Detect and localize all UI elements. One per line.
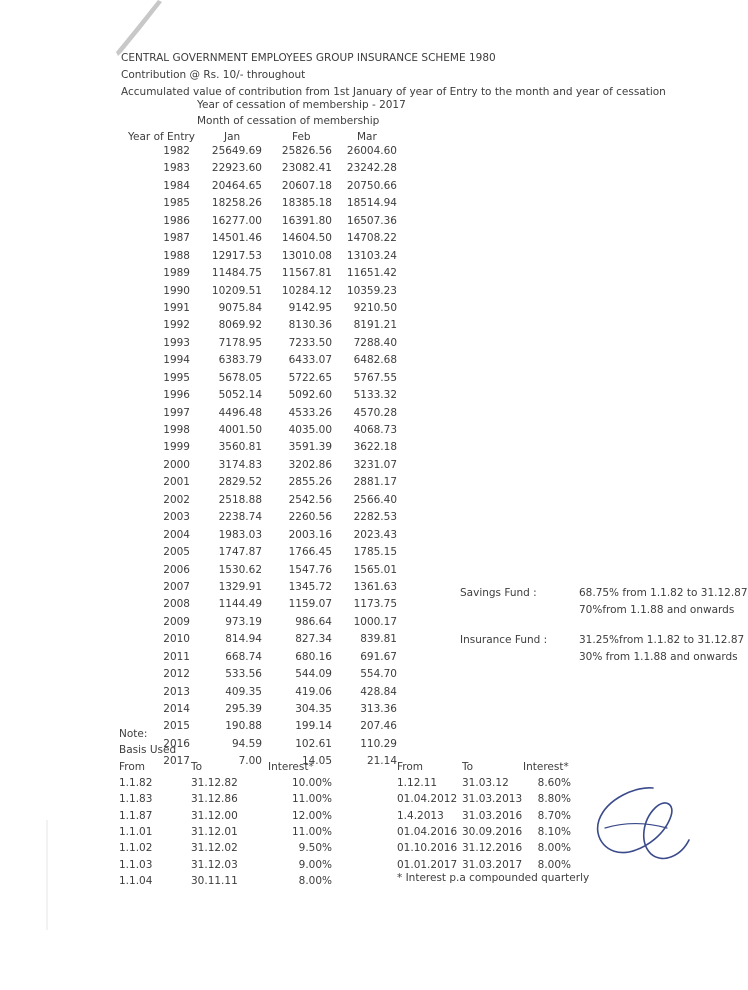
mar-value-cell: 839.81 [360,633,397,646]
feb-value-cell: 3591.39 [288,441,332,454]
jan-value-cell: 16277.00 [211,214,262,227]
table-row [0,337,719,354]
feb-value-cell: 2260.56 [288,511,332,524]
table-row [0,197,719,214]
year-of-entry-cell: 2005 [163,546,190,559]
mar-value-cell: 10359.23 [346,284,397,297]
basis-left-from: 1.1.04 [119,874,153,887]
signature [585,778,695,868]
basis-left-interest: 12.00% [291,809,332,822]
feb-value-cell: 13010.08 [281,249,332,262]
mar-value-cell: 691.67 [360,650,397,663]
feb-value-cell: 2542.56 [288,493,332,506]
jan-value-cell: 1530.62 [218,563,262,576]
table-row [0,302,719,319]
year-of-entry-cell: 2017 [163,755,190,768]
basis-right-from: 1.12.11 [397,777,438,789]
basis-right-from: 01.04.2012 [397,793,458,806]
jan-value-cell: 20464.65 [211,179,262,192]
mar-value-cell: 20750.66 [346,179,397,192]
year-of-entry-cell: 2014 [163,703,190,715]
basis-right-header-interest: Interest* [523,761,569,773]
feb-value-cell: 5722.65 [288,371,332,384]
mar-value-cell: 2282.53 [353,511,397,524]
feb-value-cell: 25826.56 [281,145,332,157]
mar-value-cell: 313.36 [360,703,397,715]
feb-value-cell: 304.35 [295,703,332,715]
basis-right-from: 1.4.2013 [397,809,444,822]
year-of-entry-cell: 2007 [163,580,190,593]
basis-left-from: 1.1.02 [119,842,153,855]
basis-left-to: 31.12.03 [191,858,238,871]
feb-value-cell: 8130.36 [288,319,332,332]
insurance-fund-line-2: 30% from 1.1.88 and onwards [579,651,738,663]
year-of-entry-cell: 1987 [163,232,190,245]
year-of-entry-cell: 2001 [163,476,190,489]
feb-value-cell: 827.34 [295,633,332,646]
jan-value-cell: 2829.52 [218,476,262,489]
year-of-entry-cell: 1982 [163,145,190,157]
basis-right-to: 31.03.12 [462,777,509,789]
year-of-entry-cell: 1993 [163,336,190,349]
table-row [0,441,719,458]
basis-left-interest: 10.00% [291,777,332,789]
table-row [0,372,719,389]
table-row [0,511,719,528]
basis-left-to: 31.12.82 [191,777,238,789]
jan-value-cell: 22923.60 [211,162,262,175]
basis-left-header-to: To [191,761,203,773]
basis-left-from: 1.1.82 [119,777,153,789]
basis-left-to: 31.12.01 [191,825,238,838]
jan-value-cell: 295.39 [225,703,262,715]
basis-right-header-from: From [397,761,424,773]
jan-value-cell: 533.56 [225,668,262,681]
basis-used-label: Basis Used [119,744,177,756]
year-of-entry-cell: 1985 [163,197,190,210]
basis-left-interest: 9.50% [298,842,332,855]
basis-left-interest: 8.00% [298,874,332,887]
basis-right-from: 01.04.2016 [397,825,458,838]
mar-value-cell: 26004.60 [346,145,397,157]
table-row [0,720,719,737]
mar-value-cell: 9210.50 [353,301,397,314]
jan-value-cell: 5052.14 [218,389,262,402]
feb-value-cell: 986.64 [295,615,332,628]
jan-value-cell: 2238.74 [218,511,262,524]
jan-value-cell: 3560.81 [218,441,262,454]
feb-value-cell: 1547.76 [288,563,332,576]
mar-value-cell: 11651.42 [346,267,397,280]
basis-left-interest: 11.00% [291,793,332,806]
jan-value-cell: 973.19 [225,615,262,628]
jan-value-cell: 12917.53 [211,249,262,262]
mar-value-cell: 3231.07 [353,458,397,471]
basis-right-interest: 8.00% [537,842,571,855]
feb-value-cell: 7233.50 [288,336,332,349]
jan-value-cell: 10209.51 [211,284,262,297]
year-of-entry-cell: 1989 [163,267,190,280]
feb-value-cell: 10284.12 [281,284,332,297]
basis-right-interest: 8.70% [537,809,571,822]
table-row [0,738,719,755]
mar-value-cell: 5133.32 [353,389,397,402]
basis-right-from: 01.01.2017 [397,858,458,871]
table-row [0,546,719,563]
year-of-entry-cell: 2004 [163,528,190,541]
mar-value-cell: 554.70 [360,668,397,681]
year-of-entry-cell: 2000 [163,458,190,471]
feb-value-cell: 102.61 [295,737,332,750]
basis-left-from: 1.1.83 [119,793,153,806]
year-of-entry-cell: 1995 [163,371,190,384]
feb-value-cell: 1159.07 [288,598,332,611]
mar-value-cell: 5767.55 [353,371,397,384]
jan-value-cell: 1983.03 [218,528,262,541]
table-row [0,354,719,371]
jan-value-cell: 25649.69 [211,145,262,157]
year-of-entry-cell: 1984 [163,179,190,192]
year-of-cessation: Year of cessation of membership - 2017 [197,99,406,111]
feb-value-cell: 9142.95 [288,301,332,314]
basis-left-to: 31.12.86 [191,793,238,806]
basis-right-interest: 8.00% [537,858,571,871]
jan-value-cell: 14501.46 [211,232,262,245]
feb-value-cell: 11567.81 [281,267,332,280]
mar-value-cell: 1785.15 [353,546,397,559]
year-of-entry-cell: 2015 [163,720,190,733]
year-of-entry-cell: 1990 [163,284,190,297]
mar-value-cell: 16507.36 [346,214,397,227]
mar-value-cell: 2023.43 [353,528,397,541]
year-of-entry-cell: 1996 [163,389,190,402]
table-row [0,232,719,249]
jan-value-cell: 5678.05 [218,371,262,384]
jan-value-cell: 9075.84 [218,301,262,314]
year-of-entry-cell: 2002 [163,493,190,506]
table-row [0,755,719,772]
table-row [0,215,719,232]
year-of-entry-cell: 2008 [163,598,190,611]
feb-value-cell: 1345.72 [288,580,332,593]
table-row [0,668,719,685]
mar-value-cell: 21.14 [366,755,397,768]
table-row [0,476,719,493]
jan-value-cell: 668.74 [225,650,262,663]
basis-left-header-interest: Interest* [268,761,314,773]
jan-value-cell: 7178.95 [218,336,262,349]
mar-value-cell: 207.46 [360,720,397,733]
year-of-entry-cell: 2011 [163,650,190,663]
feb-value-cell: 199.14 [295,720,332,733]
document-title: CENTRAL GOVERNMENT EMPLOYEES GROUP INSURANCE SCHEME 1980 [121,52,496,64]
mar-value-cell: 4570.28 [353,406,397,419]
table-row [0,459,719,476]
basis-right-interest: 8.10% [537,825,571,838]
mar-value-cell: 14708.22 [346,232,397,245]
table-row [0,703,719,720]
year-of-entry-cell: 2003 [163,511,190,524]
table-row [0,145,719,162]
basis-left-to: 31.12.02 [191,842,238,855]
jan-value-cell: 2518.88 [218,493,262,506]
feb-value-cell: 544.09 [295,668,332,681]
table-row [0,494,719,511]
basis-right-header-to: To [462,761,474,773]
feb-value-cell: 18385.18 [281,197,332,210]
jan-value-cell: 814.94 [225,633,262,646]
basis-right-to: 31.12.2016 [462,842,523,855]
year-of-entry-cell: 1983 [163,162,190,175]
savings-fund-line-2: 70%from 1.1.88 and onwards [579,604,735,616]
insurance-fund-line-1: 31.25%from 1.1.82 to 31.12.87 [579,634,745,646]
year-of-entry-cell: 2010 [163,633,190,646]
basis-right-to: 31.03.2013 [462,793,523,806]
mar-value-cell: 8191.21 [353,319,397,332]
basis-right-to: 31.03.2016 [462,809,523,822]
feb-value-cell: 680.16 [295,650,332,663]
basis-right-to: 31.03.2017 [462,858,523,871]
mar-value-cell: 2881.17 [353,476,397,489]
year-of-entry-cell: 1997 [163,406,190,419]
jan-value-cell: 190.88 [225,720,262,733]
mar-value-cell: 23242.28 [346,162,397,175]
table-row [0,875,719,892]
jan-value-cell: 94.59 [231,737,262,750]
table-row [0,250,719,267]
year-of-entry-cell: 1986 [163,214,190,227]
feb-value-cell: 20607.18 [281,179,332,192]
year-of-entry-cell: 2012 [163,668,190,681]
feb-value-cell: 16391.80 [281,214,332,227]
mar-value-cell: 1000.17 [353,615,397,628]
jan-value-cell: 1144.49 [218,598,262,611]
year-of-entry-cell: 2006 [163,563,190,576]
table-row [0,616,719,633]
year-of-entry-cell: 1999 [163,441,190,454]
basis-left-header-from: From [119,761,146,773]
jan-value-cell: 4001.50 [218,424,262,436]
year-of-entry-cell: 1988 [163,249,190,262]
year-of-entry-cell: 2016 [163,737,190,750]
basis-right-from: 01.10.2016 [397,842,458,855]
feb-value-cell: 23082.41 [281,162,332,175]
jan-value-cell: 1329.91 [218,580,262,593]
feb-value-cell: 1766.45 [288,546,332,559]
jan-value-cell: 409.35 [225,685,262,698]
table-row [0,564,719,581]
table-row [0,529,719,546]
jan-value-cell: 8069.92 [218,319,262,332]
insurance-fund-label: Insurance Fund : [460,634,548,646]
basis-left-from: 1.1.03 [119,858,153,871]
table-row [0,686,719,703]
savings-fund-label: Savings Fund : [460,587,537,599]
basis-right-interest: 8.60% [537,777,571,789]
basis-left-from: 1.1.87 [119,809,153,822]
jan-value-cell: 1747.87 [218,546,262,559]
table-row [0,162,719,179]
jan-value-cell: 18258.26 [211,197,262,210]
mar-value-cell: 2566.40 [353,493,397,506]
jan-value-cell: 6383.79 [218,354,262,367]
mar-value-cell: 4068.73 [353,424,397,436]
feb-value-cell: 14.05 [301,755,332,768]
table-row [0,389,719,406]
year-of-entry-cell: 1992 [163,319,190,332]
basis-left-interest: 9.00% [298,858,332,871]
mar-value-cell: 428.84 [360,685,397,698]
year-of-entry-cell: 2009 [163,615,190,628]
mar-value-cell: 3622.18 [353,441,397,454]
basis-left-to: 31.12.00 [191,809,238,822]
basis-right-interest: 8.80% [537,793,571,806]
accumulated-note: Accumulated value of contribution from 1st January of year of Entry to the month and year of cessation [121,86,666,98]
table-row [0,407,719,424]
feb-value-cell: 14604.50 [281,232,332,245]
savings-fund-line-1: 68.75% from 1.1.82 to 31.12.87 [579,587,748,599]
feb-value-cell: 4533.26 [288,406,332,419]
mar-value-cell: 1173.75 [353,598,397,611]
contribution-note: Contribution @ Rs. 10/- throughout [121,69,306,81]
basis-left-interest: 11.00% [291,825,332,838]
mar-value-cell: 18514.94 [346,197,397,210]
mar-value-cell: 13103.24 [346,249,397,262]
year-of-entry-cell: 1991 [163,301,190,314]
year-of-entry-cell: 1998 [163,424,190,436]
jan-value-cell: 3174.83 [218,458,262,471]
feb-value-cell: 4035.00 [288,424,332,436]
header-year-of-entry: Year of Entry [128,131,195,143]
note-label: Note: [119,728,148,740]
jan-value-cell: 4496.48 [218,406,262,419]
basis-left-from: 1.1.01 [119,825,153,838]
jan-value-cell: 7.00 [238,755,262,768]
mar-value-cell: 110.29 [360,737,397,750]
mar-value-cell: 1361.63 [353,580,397,593]
header-mar: Mar [357,131,377,143]
table-row [0,180,719,197]
mar-value-cell: 7288.40 [353,336,397,349]
accumulated-value-table [0,145,719,773]
year-of-entry-cell: 2013 [163,685,190,698]
interest-footnote: * Interest p.a compounded quarterly [397,872,590,884]
mar-value-cell: 1565.01 [353,563,397,576]
table-row [0,285,719,302]
feb-value-cell: 419.06 [295,685,332,698]
feb-value-cell: 6433.07 [288,354,332,367]
feb-value-cell: 5092.60 [288,389,332,402]
mar-value-cell: 6482.68 [353,354,397,367]
table-row [0,267,719,284]
header-jan: Jan [224,131,241,143]
year-of-entry-cell: 1994 [163,354,190,367]
month-of-cessation: Month of cessation of membership [197,115,380,127]
jan-value-cell: 11484.75 [211,267,262,280]
header-feb: Feb [292,131,311,143]
table-row [0,319,719,336]
basis-left-to: 30.11.11 [191,874,238,887]
feb-value-cell: 3202.86 [288,458,332,471]
feb-value-cell: 2003.16 [288,528,332,541]
basis-right-to: 30.09.2016 [462,825,523,838]
table-row [0,424,719,441]
feb-value-cell: 2855.26 [288,476,332,489]
